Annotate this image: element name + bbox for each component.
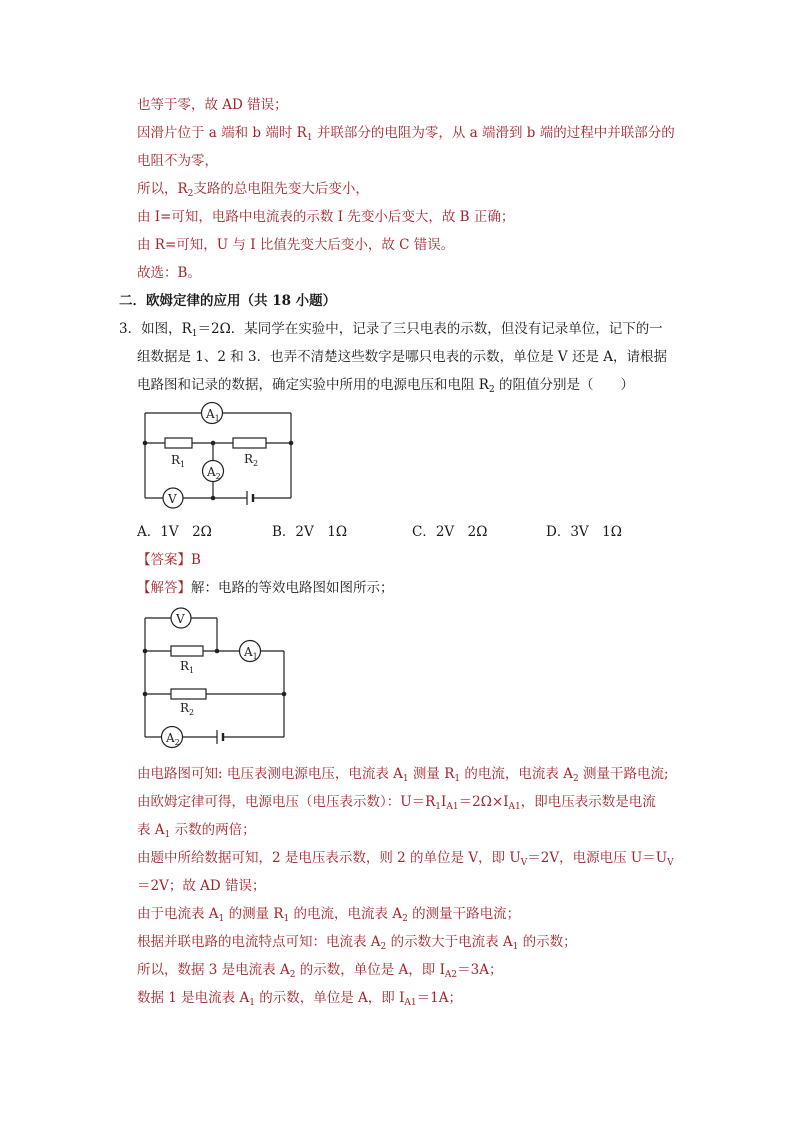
text: 数据 1 是电流表 A [137,990,250,1006]
subscript: 2 [289,970,296,980]
text: 由电路图可知: 电压表测电源电压，电流表 A [137,766,403,782]
resistor-r2-label-eq: $R_2$ [180,701,195,717]
text: 的阻值分别是（ ） [494,377,634,393]
text: 的示数，单位是 A，即 I [295,962,445,978]
text: 由题中所给数据可知，2 是电压表示数，则 2 的单位是 V，即 U [137,850,521,866]
subscript: A1 [404,998,417,1008]
subscript: V [667,858,674,868]
option-c[interactable]: C．2V 2Ω [412,524,488,540]
text: 所以，R [137,181,188,197]
subscript: 1 [164,830,171,840]
text: 电路图和记录的数据，确定实验中所用的电源电压和电阻 R [137,377,489,393]
q3-line2: 组数据是 1、2 和 3．也弄不清楚这些数字是哪只电表的示数，单位是 V 还是 A，请根据 [137,349,668,365]
text: ＝1A； [416,990,462,1006]
resistor-r1-label: $R_1$ [171,453,186,469]
text: 的测量 R [224,906,284,922]
analysis-line5: ＝2V；故 AD 错误； [137,878,266,894]
subscript: 1 [402,774,409,784]
svg-text:A1: $A_1$ [244,645,258,661]
analysis-line6 [137,904,520,924]
text: 支路的总电阻先变大后变小， [193,181,369,197]
analysis-line3 [137,820,256,840]
text: 根据并联电路的电流特点可知：电流表 A [137,934,381,950]
resistor-r2-label: $R_2$ [244,452,259,468]
svg-text:V: V [168,492,177,506]
subscript: 1 [512,942,519,952]
option-b[interactable]: B．2V 1Ω [272,524,348,540]
subscript: 1 [218,914,225,924]
sol1-choice: 故选：B。 [137,265,201,281]
text: 测量 R [408,766,455,782]
subscript: A1 [508,802,521,812]
section-heading: 二．欧姆定律的应用（共 18 小题） [119,293,337,309]
subscript: 1 [454,774,461,784]
sol1-line5: 由 I=可知，电路中电流表的示数 I 先变小后变大，故 B 正确； [137,209,515,225]
analysis-line7 [137,932,577,952]
text: ＝2V，电源电压 U＝U [527,850,668,866]
voltmeter-v-eq [171,608,191,628]
analysis-line2 [137,792,656,812]
text: 的示数； [518,934,577,950]
text: 表 A [137,822,165,838]
text: I [441,794,447,810]
subscript: 2 [402,914,408,924]
answer-label: 【答案】B [137,552,201,568]
text: ＝2Ω．某同学在实验中，记录了三只电表的示数，但没有记录单位，记下的一 [197,321,663,337]
analysis-line8 [137,960,503,980]
svg-text:A2: $A_2$ [207,465,221,481]
subscript: 1 [283,914,290,924]
svg-text:A2: $A_2$ [166,731,180,747]
text: 的示数大于电流表 A [386,934,513,950]
analysis-label: 【解答】 [137,580,191,596]
svg-text:V: V [176,612,185,626]
text: 并联部分的电阻为零，从 a 端滑到 b 端的过程中并联部分的 [312,125,675,141]
text: ＝3A； [457,962,503,978]
analysis-line4 [137,848,674,868]
text: 的电流，电流表 A [289,906,403,922]
text: 所以，数据 3 是电流表 A [137,962,290,978]
subscript: 1 [191,329,198,339]
text: ，即电压表示数是电流 [520,794,656,810]
resistor-r1-label-eq: $R_1$ [180,659,195,675]
text: 测量干路电流; [578,766,669,782]
svg-text:A1: $A_1$ [206,407,220,423]
option-a[interactable]: A．1V 2Ω [137,524,212,540]
subscript: 2 [380,942,387,952]
subscript: A1 [446,802,459,812]
subscript: 2 [488,385,495,395]
sol1-line1: 也等于零，故 AD 错误； [137,97,288,113]
text: ＝2Ω×I [458,794,509,810]
ammeter-a2-eq [162,727,183,748]
text: 3．如图，R [119,321,192,337]
ammeter-a1-eq [240,641,261,662]
sol1-line6: 由 R=可知，U 与 I 比值先变大后变小，故 C 错误。 [137,237,455,253]
sol1-line3: 电阻不为零， [137,153,218,169]
text: 的测量干路电流； [407,906,521,922]
subscript: 1 [435,802,442,812]
text: 由欧姆定律可得，电源电压（电压表示数）：U＝R [137,794,436,810]
analysis-intro: 解：电路的等效电路图如图所示； [191,580,394,596]
analysis-line9 [137,988,462,1008]
subscript: A2 [444,970,458,980]
subscript: 2 [187,189,194,199]
subscript: V [520,858,528,868]
text: 的示数，单位是 A，即 I [254,990,405,1006]
text: 因滑片位于 a 端和 b 端时 R [137,125,307,141]
analysis-line1 [137,764,669,784]
text: 由于电流表 A [137,906,219,922]
subscript: 1 [306,133,313,143]
text: 示数的两倍； [170,822,256,838]
subscript: 1 [249,998,255,1008]
option-d[interactable]: D．3V 1Ω [546,524,622,540]
subscript: 2 [572,774,579,784]
text: 的电流，电流表 A [460,766,573,782]
